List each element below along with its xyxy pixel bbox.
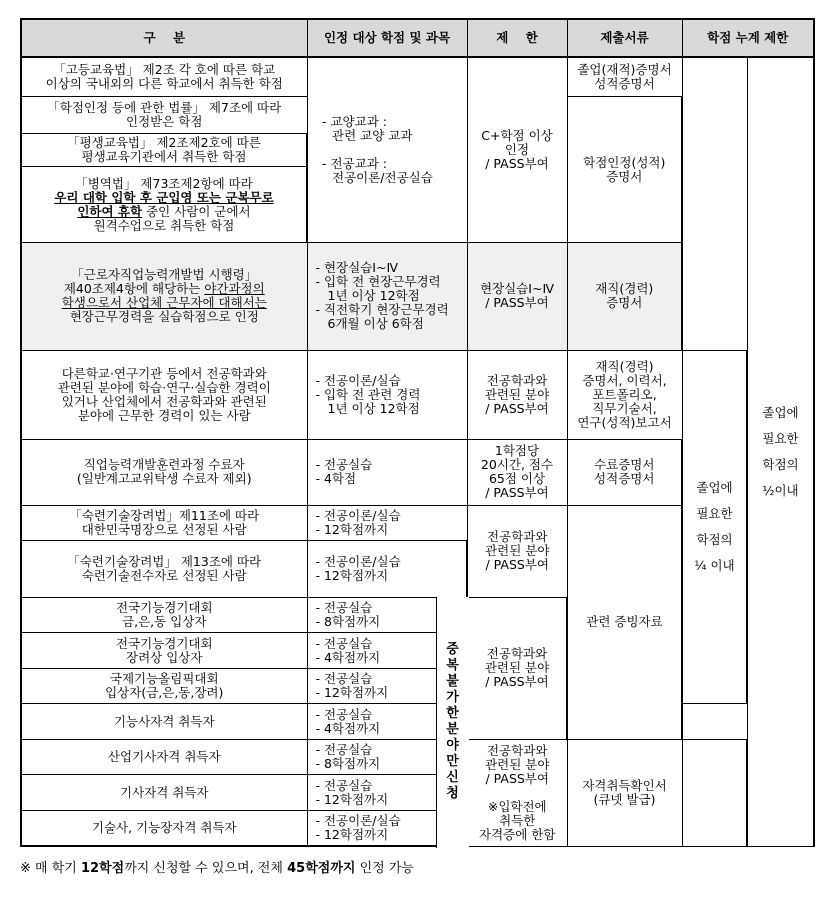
documents-cell: 학점인정(성적) 증명서 (567, 97, 682, 243)
category-cell: 국제기능올림픽대회 입상자(금,은,동,장려) (21, 668, 307, 703)
cumulative-half-cell: 졸업에 필요한 학점의 ½이내 (747, 57, 814, 846)
category-cell: 다른학교·연구기관 등에서 전공학과와 관련된 분야에 학습·연구·실습한 경력이 있거나 산업체에서 전공학과와 관련된 분야에 근무한 경력이 있는 사람 (21, 350, 307, 439)
limit-cell: 1학점당 20시간, 점수 65점 이상 / PASS부여 (467, 439, 567, 505)
category-cell: 기술사, 기능장자격 취득자 (21, 810, 307, 846)
category-cell: 전국기능경기대회 장려상 입상자 (21, 633, 307, 668)
table-row (21, 704, 814, 739)
category-cell: 기능사자격 취득자 (21, 704, 307, 739)
limit-cell: 전공학과와 관련된 분야 / PASS부여 (467, 597, 567, 739)
category-cell: 「병역법」 제73조제2항에 따라 우리 대학 입학 후 군입영 또는 군복무로 인하여 휴학 중인 사람이 군에서 원격수업으로 취득한 학점 (21, 167, 307, 243)
limit-cell: 전공학과와 관련된 분야 / PASS부여 (467, 505, 567, 597)
category-cell: 직업능력개발훈련과정 수료자 (일반계고교위탁생 수료자 제외) (21, 439, 307, 505)
cumulative-quarter-cell: 졸업에 필요한 학점의 ¼ 이내 (682, 350, 747, 704)
table-header-row (21, 19, 814, 57)
credits-cell: - 전공실습 - 4학점 (307, 439, 467, 505)
category-cell: 「평생교육법」 제2조제2호에 따른 평생교육기관에서 취득한 학점 (21, 133, 307, 166)
table-row (21, 350, 814, 439)
limit-cell: 전공학과와 관련된 분야 / PASS부여 (467, 350, 567, 439)
credits-cell: - 현장실습Ⅰ~Ⅳ - 입학 전 현장근무경력 1년 이상 12학점 - 직전학기 현장근무경력 6개월 이상 6학점 (307, 243, 467, 350)
limit-cell: C+학점 이상 인정 / PASS부여 (467, 57, 567, 243)
table-row (21, 57, 814, 97)
vertical-note-text: 중복불가 한분야만 신청 (446, 642, 459, 802)
category-cell: 「학점인정 등에 관한 법률」 제7조에 따라 인정받은 학점 (21, 97, 307, 134)
header-credits: 인정 대상 학점 및 과목 (307, 19, 467, 57)
credits-cell: - 전공실습 - 8학점까지 (307, 739, 467, 774)
documents-cell: 재직(경력) 증명서 (567, 243, 682, 350)
credits-cell: - 전공실습 - 8학점까지 중복불가 한분야만 신청 (307, 597, 467, 632)
credits-cell: - 전공실습 - 12학점까지 (307, 668, 467, 703)
category-cell: 기사자격 취득자 (21, 775, 307, 810)
vertical-note (436, 597, 469, 848)
credits-cell: - 전공실습 - 4학점까지 (307, 633, 467, 668)
footnote: ※ 매 학기 12학점까지 신청할 수 있으며, 전체 45학점까지 인정 가능 (20, 861, 414, 876)
documents-cell: 졸업(재적)증명서 성적증명서 (567, 57, 682, 97)
credits-cell: - 전공이론/실습 - 12학점까지 (307, 505, 467, 540)
credits-cell: - 교양교과 : 관련 교양 교과 - 전공교과 : 전공이론/전공실습 (307, 57, 467, 243)
category-cell: 「고등교육법」 제2조 각 호에 따른 학교 이상의 국내외의 다른 학교에서 취득한 학점 (21, 57, 307, 97)
credit-recognition-table (20, 18, 815, 847)
header-cumulative-limit: 학점 누계 제한 (682, 19, 814, 57)
documents-cell: 재직(경력) 증명서, 이력서, 포트폴리오, 직무기술서, 연구(성적)보고서 (567, 350, 682, 439)
credits-cell: - 전공이론/실습 - 12학점까지 (307, 810, 467, 846)
credits-cell: - 전공실습 - 4학점까지 (307, 704, 467, 739)
documents-cell: 수료증명서 성적증명서 (567, 439, 682, 505)
category-cell: 전국기능경기대회 금,은,동 입상자 (21, 597, 307, 632)
category-cell: 산업기사자격 취득자 (21, 739, 307, 774)
documents-cell: 관련 증빙자료 (567, 505, 682, 739)
credits-cell: - 전공이론/실습 - 12학점까지 (307, 541, 467, 598)
credits-cell: - 전공실습 - 12학점까지 (307, 775, 467, 810)
limit-cell: 전공학과와 관련된 분야 / PASS부여 ※입학전에 취득한 자격증에 한함 (467, 739, 567, 846)
cumulative-quarter-upper-cell (682, 57, 747, 350)
limit-cell: 현장실습Ⅰ~Ⅳ / PASS부여 (467, 243, 567, 350)
header-limit: 제 한 (467, 19, 567, 57)
header-documents: 제출서류 (567, 19, 682, 57)
documents-cell: 자격취득확인서 (큐넷 발급) (567, 739, 682, 846)
table-row (21, 739, 814, 774)
category-cell: 「숙련기술장려법」제11조에 따라 대한민국명장으로 선정된 사람 (21, 505, 307, 540)
credits-cell: - 전공이론/실습 - 입학 전 관련 경력 1년 이상 12학점 (307, 350, 467, 439)
cumulative-quarter-lower-cell (682, 739, 747, 846)
header-category: 구 분 (21, 19, 307, 57)
category-cell: 「숙련기술장려법」 제13조에 따라 숙련기술전수자로 선정된 사람 (21, 541, 307, 598)
category-cell: 「근로자직업능력개발법 시행령」 제40조제4항에 해당하는 야간과정의 학생으로서 산업체 근무자에 대해서는 현장근무경력을 실습학점으로 인정 (21, 243, 307, 350)
